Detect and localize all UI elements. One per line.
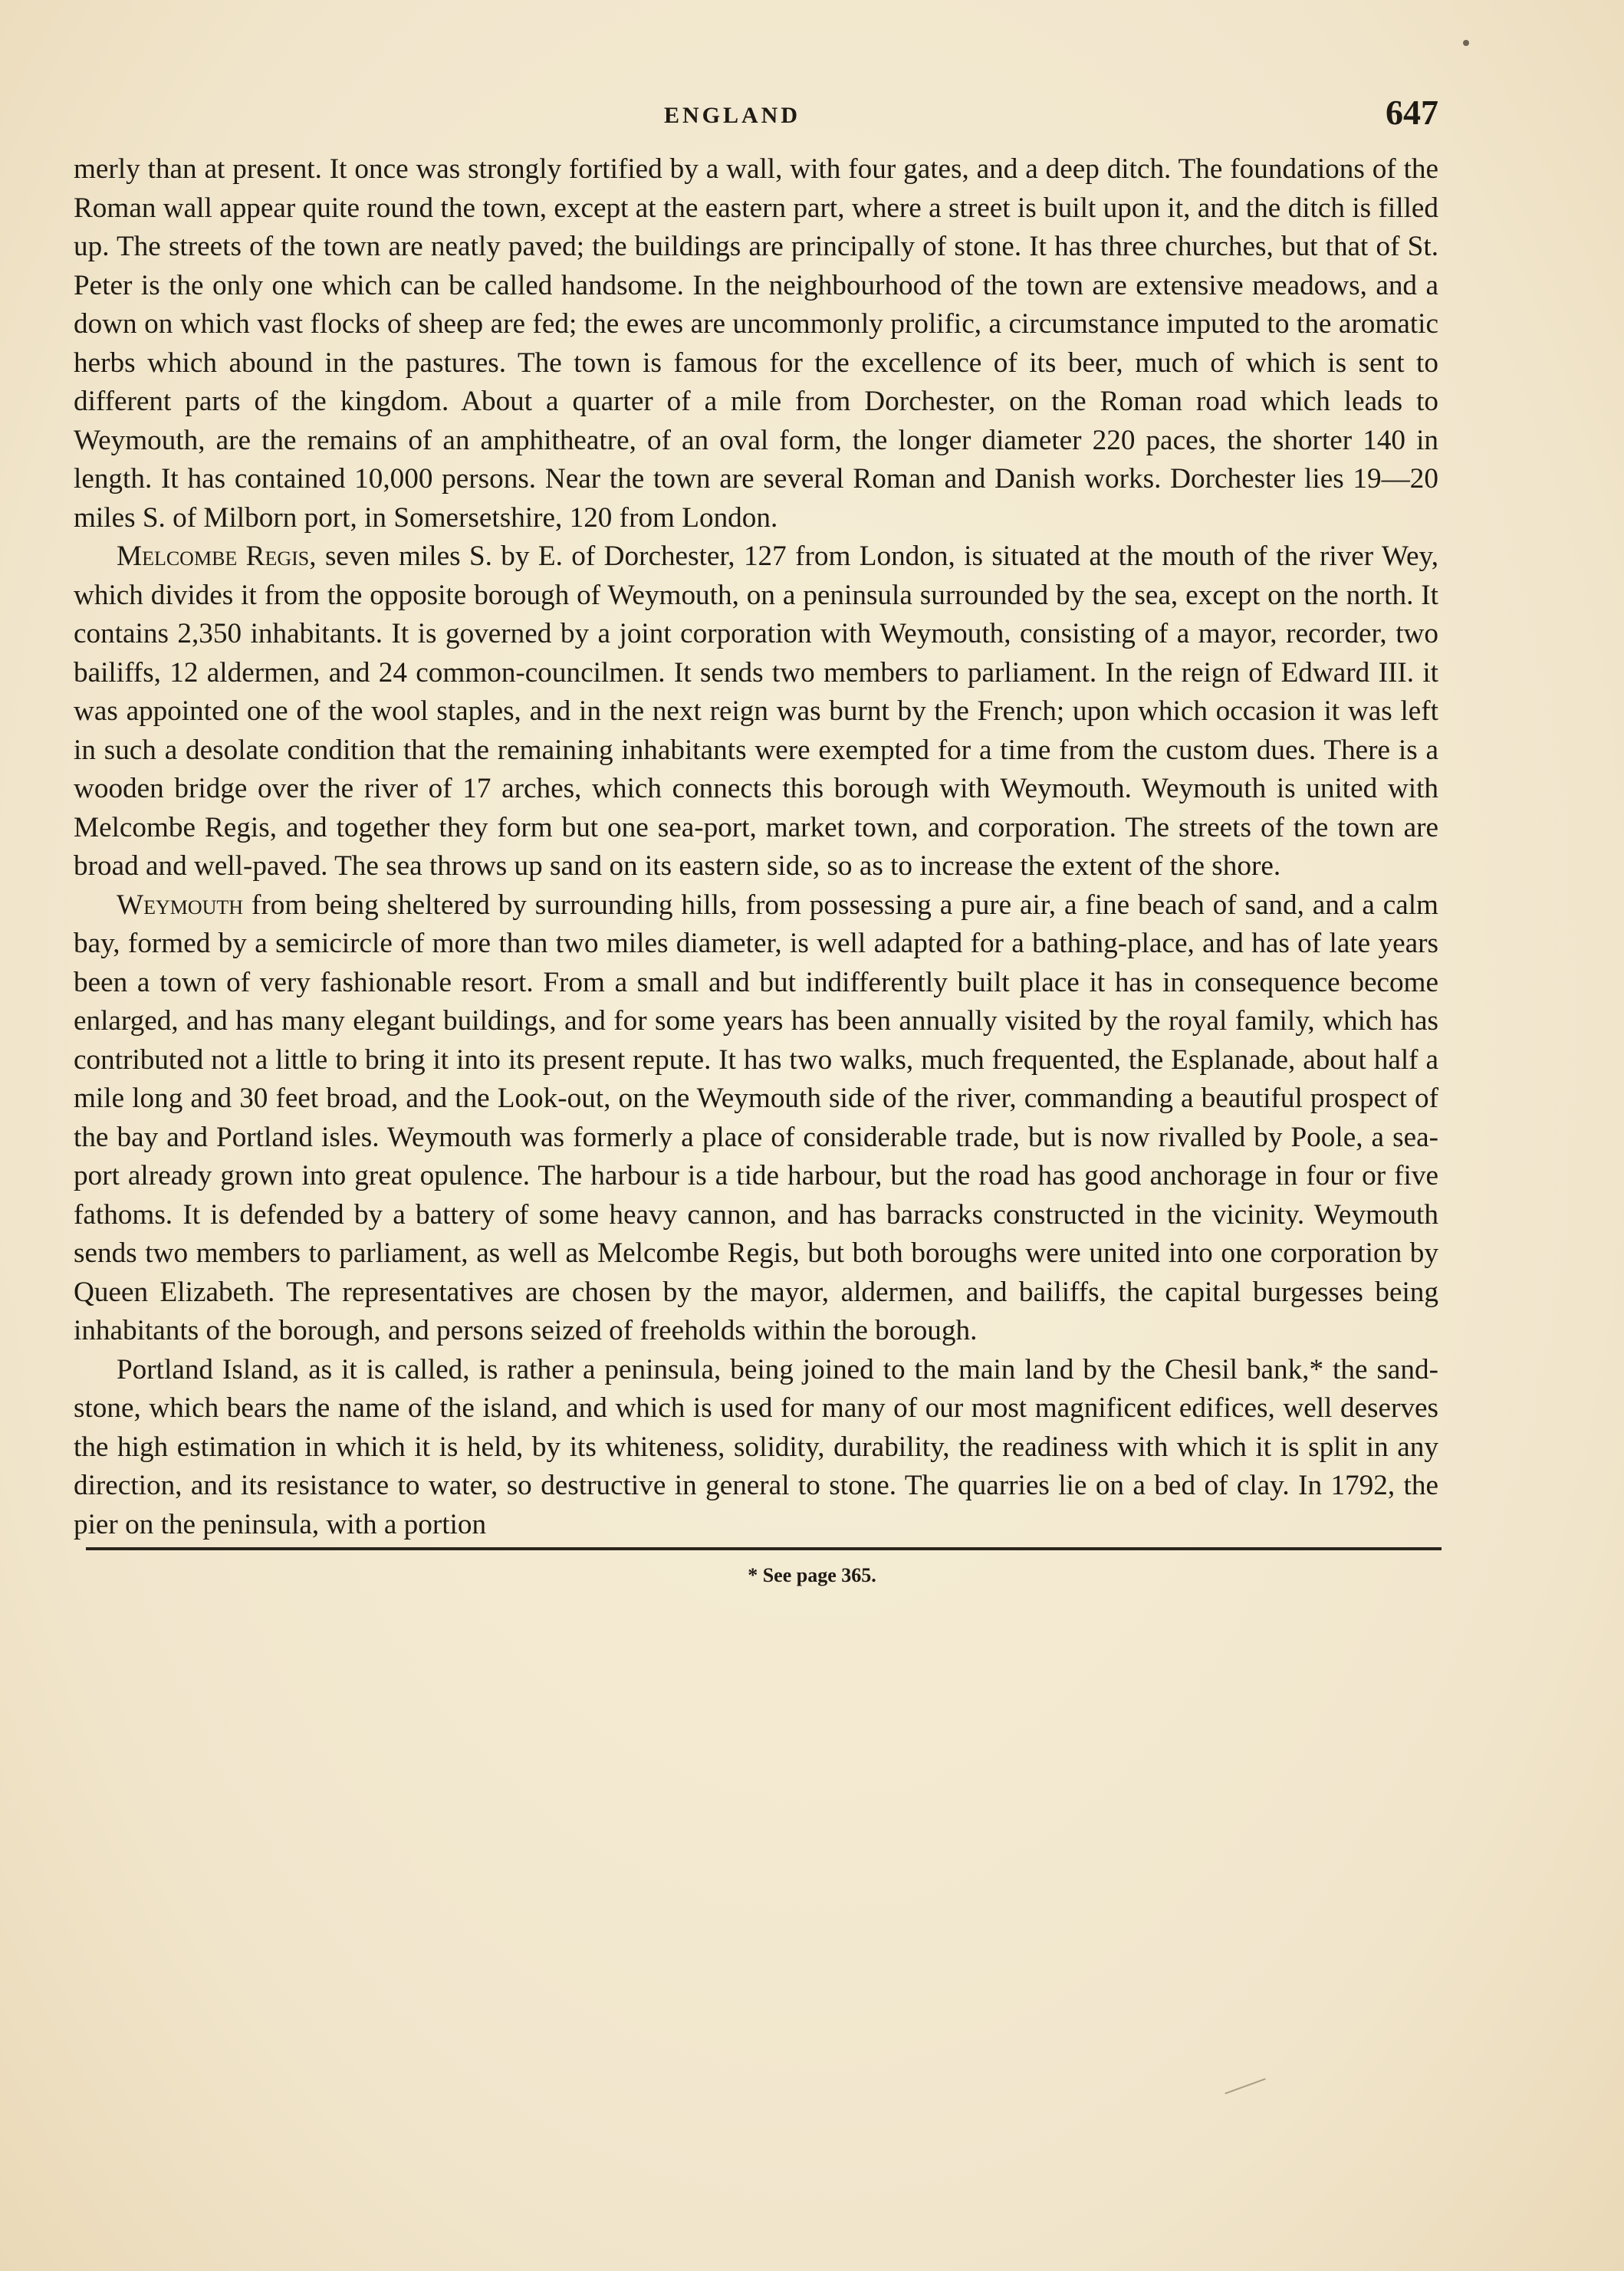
stray-pen-mark: [1225, 2078, 1265, 2094]
paragraph-melcombe-regis: [74, 537, 1438, 886]
paragraph-portland: [74, 1351, 1438, 1545]
footnote-rule: [86, 1547, 1442, 1550]
paragraph-text: merly than at present. It once was strongly fortified by a wall, with four gates, and a deep ditch. The foundations of the Roman wall appear quite round the town, except at the eastern part, where a street is built upon it, and the ditch is filled up. The streets of the town are neatly paved; the buildings are principally of stone. It has three churches, but that of St. Peter is the only one which can be called handsome. In the neighbourhood of the town are extensive meadows, and a down on which vast flocks of sheep are fed; the ewes are uncommonly prolific, a circumstance imputed to the aromatic herbs which abound in the pastures. The town is famous for the excellence of its beer, much of which is sent to different parts of the kingdom. About a quarter of a mile from Dorchester, on the Roman road which leads to Weymouth, are the remains of an amphitheatre, of an oval form, the longer diameter 220 paces, the shorter 140 in length. It has contained 10,000 persons. Near the town are several Roman and Danish works. Dorchester lies 19—20 miles S. of Milborn port, in Somersetshire, 120 from London.: [74, 153, 1438, 534]
ink-speck: [1463, 40, 1469, 46]
paragraph-weymouth: [74, 886, 1438, 1351]
page-number: 647: [1386, 93, 1438, 132]
paragraph-lead: Melcombe Regis,: [117, 541, 317, 572]
footnote: * See page 365.: [748, 1564, 876, 1586]
running-title: ENGLAND: [664, 103, 801, 128]
body-text: [74, 150, 1438, 1544]
paragraph-lead: Weymouth: [117, 889, 244, 921]
paragraph-dorchester: [74, 150, 1438, 537]
paragraph-text: from being sheltered by surrounding hills, from possessing a pure air, a fine beach of sand, and a calm bay, formed by a semicircle of more than two miles diameter, is well adapted for a bathing-place, and has of late years been a town of very fashionable resort. From a small and but indifferently built place it has in consequence become enlarged, and has many elegant buildings, and for some years has been annually visited by the royal family, which has contributed not a little to bring it into its present repute. It has two walks, much frequented, the Esplanade, about half a mile long and 30 feet broad, and the Look-out, on the Weymouth side of the river, commanding a beautiful prospect of the bay and Portland isles. Weymouth was formerly a place of considerable trade, but is now rivalled by Poole, a sea-port already grown into great opulence. The harbour is a tide harbour, but the road has good anchorage in four or five fathoms. It is defended by a battery of some heavy cannon, and has barracks constructed in the vicinity. Weymouth sends two members to parliament, as well as Melcombe Regis, but both boroughs were united into one corporation by Queen Elizabeth. The representatives are chosen by the mayor, aldermen, and bailiffs, the capital burgesses being inhabitants of the borough, and persons seized of freeholds within the borough.: [74, 889, 1438, 1346]
paragraph-text: seven miles S. by E. of Dorchester, 127 from London, is situated at the mouth of the river Wey, which divides it from the opposite borough of Weymouth, on a peninsula surrounded by the sea, except on the north. It contains 2,350 inhabitants. It is governed by a joint corporation with Weymouth, consisting of a mayor, recorder, two bailiffs, 12 aldermen, and 24 common-councilmen. It sends two members to parliament. In the reign of Edward III. it was appointed one of the wool staples, and in the next reign was burnt by the French; upon which occasion it was left in such a desolate condition that the remaining inhabitants were exempted for a time from the custom dues. There is a wooden bridge over the river of 17 arches, which connects this borough with Weymouth. Weymouth is united with Melcombe Regis, and together they form but one sea-port, market town, and corporation. The streets of the town are broad and well-paved. The sea throws up sand on its eastern side, so as to increase the extent of the shore.: [74, 541, 1439, 882]
running-head: [74, 93, 1438, 135]
paragraph-text: Portland Island, as it is called, is rather a peninsula, being joined to the main land by the Chesil bank,* the sand-stone, which bears the name of the island, and which is used for many of our most magnificent edifices, well deserves the high estimation in which it is held, by its whiteness, solidity, durability, the readiness with which it is split in any direction, and its resistance to water, so destructive in general to stone. The quarries lie on a bed of clay. In 1792, the pier on the peninsula, with a portion: [74, 1353, 1438, 1540]
